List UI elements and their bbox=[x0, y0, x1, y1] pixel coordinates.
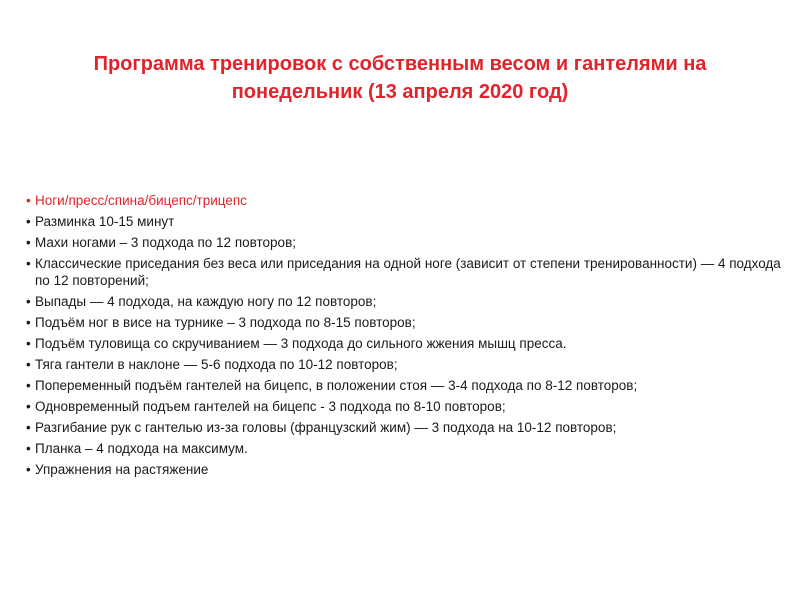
list-item bbox=[26, 255, 786, 289]
bullet-icon: • bbox=[26, 256, 31, 271]
list-item-text: Планка – 4 подхода на максимум. bbox=[35, 441, 248, 456]
list-item bbox=[26, 335, 786, 352]
slide-title-line-1: Программа тренировок с собственным весом и гантелями на bbox=[93, 53, 707, 75]
bullet-icon: • bbox=[26, 294, 31, 309]
slide-title-line-2: понедельник (13 апреля 2020 год) bbox=[231, 81, 569, 103]
list-item-text: Выпады — 4 подхода, на каждую ногу по 12 повторов; bbox=[35, 294, 377, 309]
list-item-text: Тяга гантели в наклоне — 5-6 подхода по 10-12 повторов; bbox=[35, 357, 398, 372]
list-item-text: Попеременный подъём гантелей на бицепс, в положении стоя — 3-4 подхода по 8-12 повторов; bbox=[35, 378, 638, 393]
list-item-text: Классические приседания без веса или приседания на одной ноге (зависит от степени тренированности) — 4 подхода по 12 повторений; bbox=[35, 256, 781, 288]
list-item-text: Ноги/пресс/спина/бицепс/трицепс bbox=[35, 193, 247, 208]
list-item bbox=[26, 419, 786, 436]
bullet-icon: • bbox=[26, 357, 31, 372]
list-item-text: Разминка 10-15 минут bbox=[35, 214, 175, 229]
list-item bbox=[26, 377, 786, 394]
bullet-icon: • bbox=[26, 214, 31, 229]
bullet-icon: • bbox=[26, 235, 31, 250]
list-item-text: Одновременный подъем гантелей на бицепс - 3 подхода по 8-10 повторов; bbox=[35, 399, 506, 414]
list-item-text: Упражнения на растяжение bbox=[35, 462, 209, 477]
bullet-icon: • bbox=[26, 441, 31, 456]
bullet-icon: • bbox=[26, 399, 31, 414]
list-item-text: Махи ногами – 3 подхода по 12 повторов; bbox=[35, 235, 296, 250]
list-item bbox=[26, 234, 786, 251]
bullet-icon: • bbox=[26, 420, 31, 435]
bullet-icon: • bbox=[26, 378, 31, 393]
list-item bbox=[26, 213, 786, 230]
list-item bbox=[26, 314, 786, 331]
list-item-text: Разгибание рук с гантелью из-за головы (французский жим) — 3 подхода на 10-12 повторов; bbox=[35, 420, 617, 435]
list-item bbox=[26, 398, 786, 415]
bullet-icon: • bbox=[26, 462, 31, 477]
list-item bbox=[26, 293, 786, 310]
bullet-icon: • bbox=[26, 315, 31, 330]
list-item bbox=[26, 356, 786, 373]
bullet-icon: • bbox=[26, 336, 31, 351]
slide-title bbox=[40, 50, 760, 106]
list-item bbox=[26, 461, 786, 478]
list-item-text: Подъём ног в висе на турнике – 3 подхода по 8-15 повторов; bbox=[35, 315, 416, 330]
list-item-muscle-groups bbox=[26, 192, 786, 209]
list-item-text: Подъём туловища со скручиванием — 3 подхода до сильного жжения мышц пресса. bbox=[35, 336, 567, 351]
bullet-icon: • bbox=[26, 193, 31, 208]
list-item bbox=[26, 440, 786, 457]
exercise-list bbox=[26, 192, 786, 482]
